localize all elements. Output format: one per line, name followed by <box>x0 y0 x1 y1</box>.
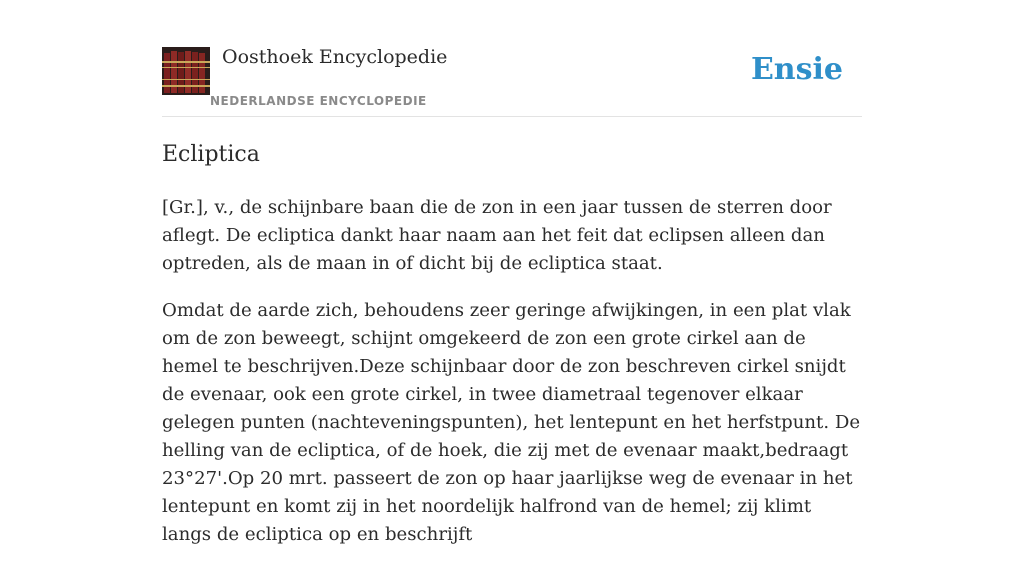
site-subtitle: NEDERLANDSE ENCYCLOPEDIE <box>210 94 427 108</box>
article-paragraph-2: Omdat de aarde zich, behoudens zeer geringe afwijkingen, in een plat vlak om de zon beweegt, schijnt omgekeerd de zon een grote cirkel aan de hemel te beschrijven.Deze schijnbaar door de zon beschreven cirkel snijdt de evenaar, ook een grote cirkel, in twee diametraal tegenover elkaar gelegen punten (nachteveningspunten), het lentepunt en het herfstpunt. De helling van de ecliptica, of de hoek, die zij met de evenaar maakt,bedraagt 23°27'.Op 20 mrt. passeert de zon op haar jaarlijkse weg de evenaar in het lentepunt en komt zij in het noordelijk halfrond van de hemel; zij klimt langs de ecliptica op en beschrijft <box>162 300 861 545</box>
site-title[interactable]: Oosthoek Encyclopedie <box>222 46 448 68</box>
ensie-brand-link[interactable]: Ensie <box>750 52 843 87</box>
books-icon <box>162 47 210 95</box>
site-header <box>162 0 862 117</box>
encyclopedia-books-logo[interactable] <box>162 47 210 95</box>
article <box>162 140 862 568</box>
article-paragraph-1: [Gr.], v., de schijnbare baan die de zon in een jaar tussen de sterren door aflegt. De ecliptica dankt haar naam aan het feit dat eclipsen alleen dan optreden, als de maan in of dicht bij de ecliptica staat. <box>162 197 832 274</box>
article-title: Ecliptica <box>162 142 260 167</box>
